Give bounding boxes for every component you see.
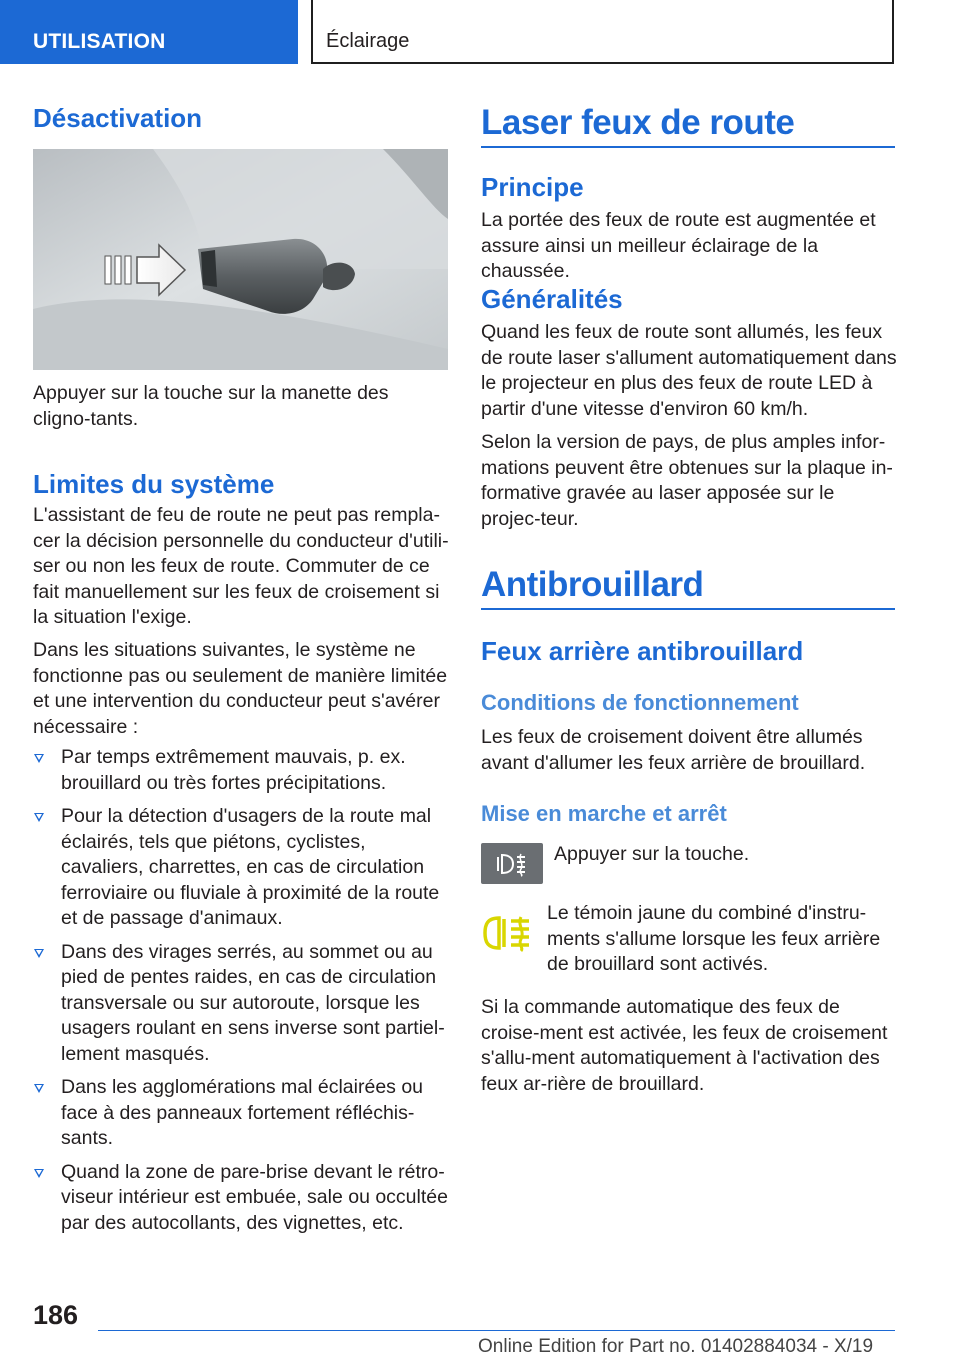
fog-heading: Antibrouillard xyxy=(481,565,704,604)
bullet-triangle-icon xyxy=(34,1084,44,1093)
list-item: Pour la détection d'usagers de la route mal éclairés, tels que piétons, cyclistes, cavaliers, charrettes, en cas de circulation ferroviaire ou fluviale à proximité de la route et de passage d'animaux. xyxy=(33,804,450,932)
chapter-tab xyxy=(311,0,894,64)
section-label: UTILISATION xyxy=(33,30,166,53)
general-paragraph-1: Quand les feux de route sont allumés, les feux de route laser s'allument automatiquement dans le projecteur en plus des feux de route LED à partir d'une vitesse d'environ 60 km/h. xyxy=(481,321,897,420)
bullet-triangle-icon xyxy=(34,1169,44,1178)
limits-paragraph-1: L'assistant de feu de route ne peut pas rempla-cer la décision personnelle du conducteur d'utili-ser ou non les feux de route. Commuter de ce fait manuellement sur les feux de croisement si la situation l'exige. xyxy=(33,504,449,628)
onoff-text: Appuyer sur la touche. xyxy=(554,843,750,865)
rear-fog-indicator-icon xyxy=(483,913,533,953)
list-item: Par temps extrêmement mauvais, p. ex. brouillard ou très fortes précipitations. xyxy=(33,745,450,796)
limits-heading: Limites du système xyxy=(33,469,275,499)
indicator-text: Le témoin jaune du combiné d'instru-ments s'allume lorsque les feux arrière de brouillard sont activés. xyxy=(547,902,881,975)
deactivation-text: Appuyer sur la touche sur la manette des cligno-tants. xyxy=(33,382,389,430)
limits-paragraph-2: Dans les situations suivantes, le système ne fonctionne pas ou seulement de manière limitée et une intervention du conducteur peut s'avérer nécessaire : xyxy=(33,639,448,738)
footer-rule xyxy=(98,1330,895,1331)
rear-fog-button-icon xyxy=(481,843,543,884)
bullet-triangle-icon xyxy=(34,949,44,958)
onoff-heading: Mise en marche et arrêt xyxy=(481,801,727,826)
auto-text: Si la commande automatique des feux de croise-ment est activée, les feux de croisement s'allu-ment automatiquement à l'activation des feux ar-rière de brouillard. xyxy=(481,996,888,1095)
conditions-text: Les feux de croisement doivent être allumés avant d'allumer les feux arrière de brouillard. xyxy=(481,726,866,774)
chapter-label: Éclairage xyxy=(326,30,410,52)
stalk-photo xyxy=(33,149,448,370)
section-tab xyxy=(0,0,298,64)
bullet-triangle-icon xyxy=(34,754,44,763)
list-item: Dans des virages serrés, au sommet ou au pied de pentes raides, en cas de circulation transversale ou sur autoroute, lorsque les usagers roulant en sens inverse sont partiel-lement masqués. xyxy=(33,940,450,1068)
limits-bullet-list xyxy=(33,745,450,1244)
conditions-heading: Conditions de fonctionnement xyxy=(481,690,799,715)
general-paragraph-2: Selon la version de pays, de plus amples infor-mations peuvent être obtenues sur la plaque in-formative gravée au laser apposée sur le projec-teur. xyxy=(481,431,893,530)
section-rule xyxy=(481,608,895,610)
general-heading: Généralités xyxy=(481,284,623,314)
list-item: Dans les agglomérations mal éclairées ou face à des panneaux fortement réfléchis-sants. xyxy=(33,1075,450,1152)
bullet-triangle-icon xyxy=(34,813,44,822)
list-item: Quand la zone de pare-brise devant le rétro-viseur intérieur est embuée, sale ou occultée par des autocollants, des vignettes, etc. xyxy=(33,1160,450,1237)
page-number: 186 xyxy=(33,1300,79,1330)
principle-text: La portée des feux de route est augmentée et assure ainsi un meilleur éclairage de la chaussée. xyxy=(481,209,876,282)
principle-heading: Principe xyxy=(481,172,584,202)
laser-heading: Laser feux de route xyxy=(481,103,795,142)
footer-edition: Online Edition for Part no. 01402884034 - X/19 xyxy=(478,1336,874,1357)
rear-fog-heading: Feux arrière antibrouillard xyxy=(481,636,804,666)
section-rule xyxy=(481,146,895,148)
deactivation-heading: Désactivation xyxy=(33,103,203,133)
